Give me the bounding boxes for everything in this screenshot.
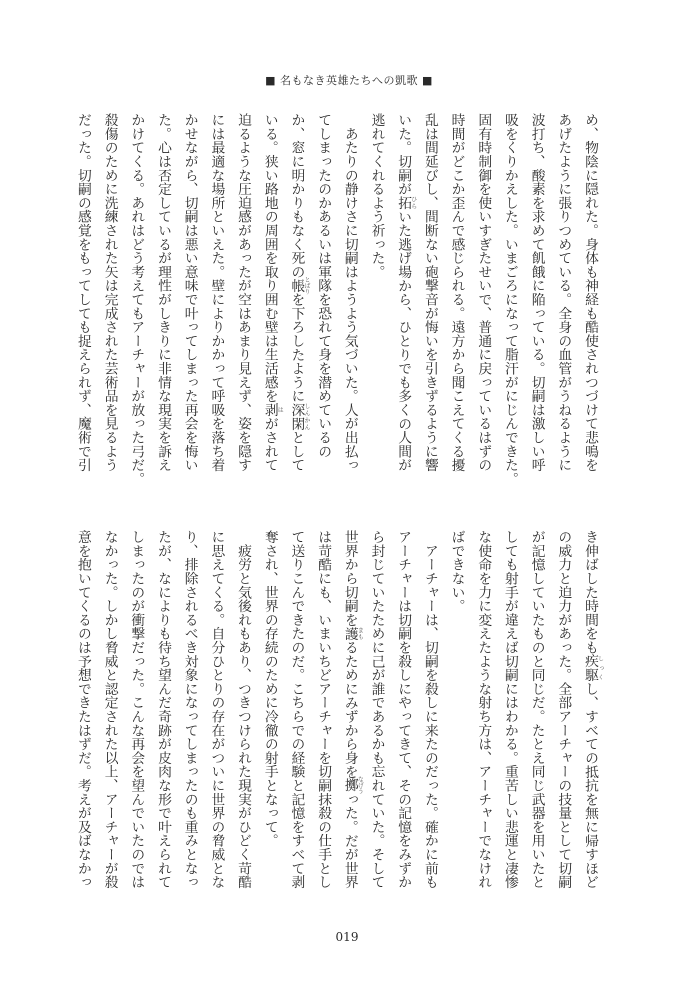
text-column: あたりの静けさに切嗣はようよう気づいた。人が出払っ (341, 113, 358, 472)
text-column: 時間がどこか歪んで感じられる。遠方から聞こえてくる擾 (448, 113, 465, 472)
text-column: 波打ち、酸素を求めて飢餓に陥っている。切嗣は激しい呼 (528, 113, 545, 472)
text-column: ら封じていたために己が誰であるかも忘れていた。そして (368, 530, 385, 889)
text-column: き伸ばした時間をも疾駆しっくし、すべての抵抗を無に帰すほど (582, 530, 604, 889)
text-column: なかった。しかし脅威と認定された以上、アーチャーが殺 (101, 530, 118, 889)
ruby-annotation: 護まも (341, 626, 364, 641)
text-column: な使命を力に変えたような射ち方は、アーチャーでなけれ (475, 530, 492, 889)
ruby-annotation: 擲なげう (341, 776, 364, 795)
text-column: あげたように張りつめている。全身の血管がうねるように (555, 113, 572, 472)
text-column: の威力と迫力があった。全部アーチャーの技量として切嗣 (555, 530, 572, 889)
running-header: ■ 名もなき英雄たちへの凱歌 ■ (265, 74, 433, 87)
text-column: 意を抱いてくるのは予想できたはずだ。考えが及ばなかっ (74, 530, 91, 889)
ruby-annotation: 拓ひら (395, 195, 417, 210)
text-column: か、窓に明かりもなく死の帳とばりを下ろしたように深閑しんかんとして (288, 113, 310, 472)
text-column: に思えてくる。自分ひとりの存在がついに世界の脅威とな (208, 530, 225, 889)
ruby-annotation: 帳とばり (288, 276, 310, 295)
text-column: 乱は間延びし、間断ない砲撃音が悔いを引きずるように響 (421, 113, 438, 472)
text-column: り、排除されるべき対象になってしまったのも重みとなっ (181, 530, 198, 889)
text-column: 吸をくりかえした。いまごろになって脂汗がにじんできた。 (501, 113, 518, 486)
ruby-annotation: 剥は (261, 402, 284, 417)
text-column: いた。切嗣が拓ひらいた逃げ場から、ひとりでも多くの人間が (395, 113, 417, 472)
text-column: には最適な場所といえた。壁によりかかって呼吸を落ち着 (208, 113, 225, 472)
text-column: いる。狭い路地の周囲を取り囲む壁は生活感を剥はがされて (261, 113, 284, 472)
text-column: た。心は否定しているが理性がしきりに非情な現実を訴え (155, 113, 171, 472)
text-column: 迫るような圧迫感があったが空はあまり見えず、姿を隠す (235, 113, 252, 472)
text-column: かせながら、切嗣は悪い意味で叶ってしまった再会を悔い (181, 113, 198, 472)
ruby-annotation: 疾駆しっく (582, 654, 604, 682)
text-column: 固有時制御を使いすぎたせいで、普通に戻っているはずの (475, 113, 492, 472)
text-column: しまったのが衝撃だった。こんな再会を望んでいたのでは (128, 530, 145, 889)
text-column: ばできない。 (448, 530, 465, 613)
upper-text-block (69, 113, 603, 493)
text-column: 疲労と気後れもあり、つきつけられた現実がひどく苛酷 (235, 530, 252, 889)
text-column: アーチャーは切嗣を殺しにやってきて、その記憶をみずか (395, 530, 412, 889)
text-column: 逃れてくれるよう祈った。 (368, 113, 385, 279)
text-column: アーチャーは、切嗣を殺しに来たのだった。確かに前も (421, 530, 438, 889)
text-column: 世界から切嗣を護まもるためにみずから身を擲なげうった。だが世界 (341, 530, 364, 889)
text-column: て送りこんできたのだ。こちらでの経験と記憶をすべて剥 (288, 530, 305, 889)
text-column: だった。切嗣の感覚をもってしても捉えられず、魔術で引 (74, 113, 91, 472)
text-column: め、物陰に隠れた。身体も神経も酷使されつづけて悲鳴を (582, 113, 598, 472)
text-column: 奪され、世界の存続のために冷徹の射手となって。 (261, 530, 278, 848)
text-column: 殺傷のために洗練された矢は完成された芸術品を見るよう (101, 113, 118, 472)
text-column: てしまったのかあるいは軍隊を恐れて身を潜めているの (315, 113, 332, 458)
ruby-annotation: 深閑しんかん (288, 402, 310, 431)
text-column: かけてくる。あれはどう考えてもアーチャーが放った弓だ。 (128, 113, 145, 486)
text-column: しても射手が違えば切嗣にはわかる。重苦しい悲運と凄惨 (501, 530, 518, 889)
text-column: たが、なによりも待ち望んだ奇跡が皮肉な形で叶えられて (155, 530, 171, 889)
text-column: は苛酷にも、いまいちどアーチャーを切嗣抹殺の仕手とし (315, 530, 332, 889)
page-number: 019 (335, 930, 359, 944)
text-column: が記憶していたものと同じだ。たとえ同じ武器を用いたと (528, 530, 545, 889)
lower-text-block (69, 530, 603, 910)
